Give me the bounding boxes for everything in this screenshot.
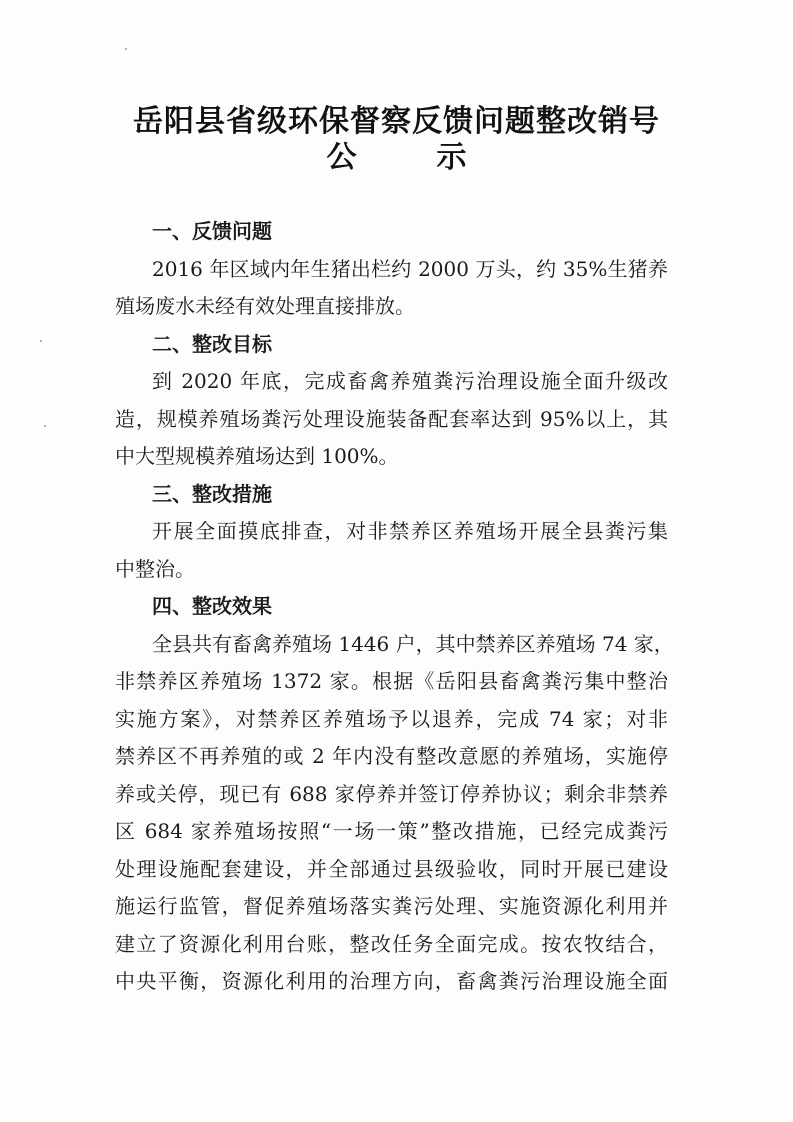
paragraph-line: 全县共有畜禽养殖场 1446 户，其中禁养区养殖场 74 家， xyxy=(152,631,674,656)
paragraph-line: 禁养区不再养殖的或 2 年内没有整改意愿的养殖场，实施停 xyxy=(115,744,668,768)
paragraph-line: 殖场废水未经有效处理直接排放。 xyxy=(115,294,415,318)
paragraph-line: 开展全面摸底排查，对非禁养区养殖场开展全县粪污集 xyxy=(152,519,668,543)
paragraph-line: 到 2020 年底，完成畜禽养殖粪污治理设施全面升级改 xyxy=(152,369,668,393)
paragraph-line: 处理设施配套建设，并全部通过县级验收，同时开展已建设 xyxy=(115,856,668,881)
section-heading: 四、整改效果 xyxy=(152,594,272,618)
paragraph-line: 中央平衡，资源化利用的治理方向，畜禽粪污治理设施全面 xyxy=(115,969,668,993)
section-heading: 二、整改目标 xyxy=(152,331,272,356)
paragraph-line: 非禁养区养殖场 1372 家。根据《岳阳县畜禽粪污集中整治 xyxy=(115,669,668,693)
scan-speck xyxy=(40,340,42,342)
paragraph-line: 中大型规模养殖场达到 100%。 xyxy=(115,444,399,468)
paragraph-line: 实施方案》，对禁养区养殖场予以退养，完成 74 家；对非 xyxy=(115,706,668,731)
paragraph-line: 施运行监管，督促养殖场落实粪污处理、实施资源化利用并 xyxy=(115,894,668,918)
paragraph-line: 2016 年区域内年生猪出栏约 2000 万头，约 35%生猪养 xyxy=(152,256,668,281)
paragraph-line: 区 684 家养殖场按照“一场一策”整改措施，已经完成粪污 xyxy=(115,819,668,843)
subtitle-char: 公 xyxy=(326,140,357,175)
scan-speck xyxy=(125,48,127,50)
document-subtitle xyxy=(0,138,793,178)
subtitle-char: 示 xyxy=(436,140,467,175)
document-body xyxy=(115,213,674,1001)
paragraph-line: 中整治。 xyxy=(115,556,195,581)
section-heading: 三、整改措施 xyxy=(152,481,272,506)
scan-speck xyxy=(44,425,46,427)
section-heading: 一、反馈问题 xyxy=(152,219,272,243)
paragraph-line: 造，规模养殖场粪污处理设施装备配套率达到 95%以上，其 xyxy=(115,406,668,431)
paragraph-line: 建立了资源化利用台账，整改任务全面完成。按农牧结合， xyxy=(115,931,668,956)
paragraph-line: 养或关停，现已有 688 家停养并签订停养协议；剩余非禁养 xyxy=(115,781,668,806)
document-title: 岳阳县省级环保督察反馈问题整改销号 xyxy=(133,104,660,139)
